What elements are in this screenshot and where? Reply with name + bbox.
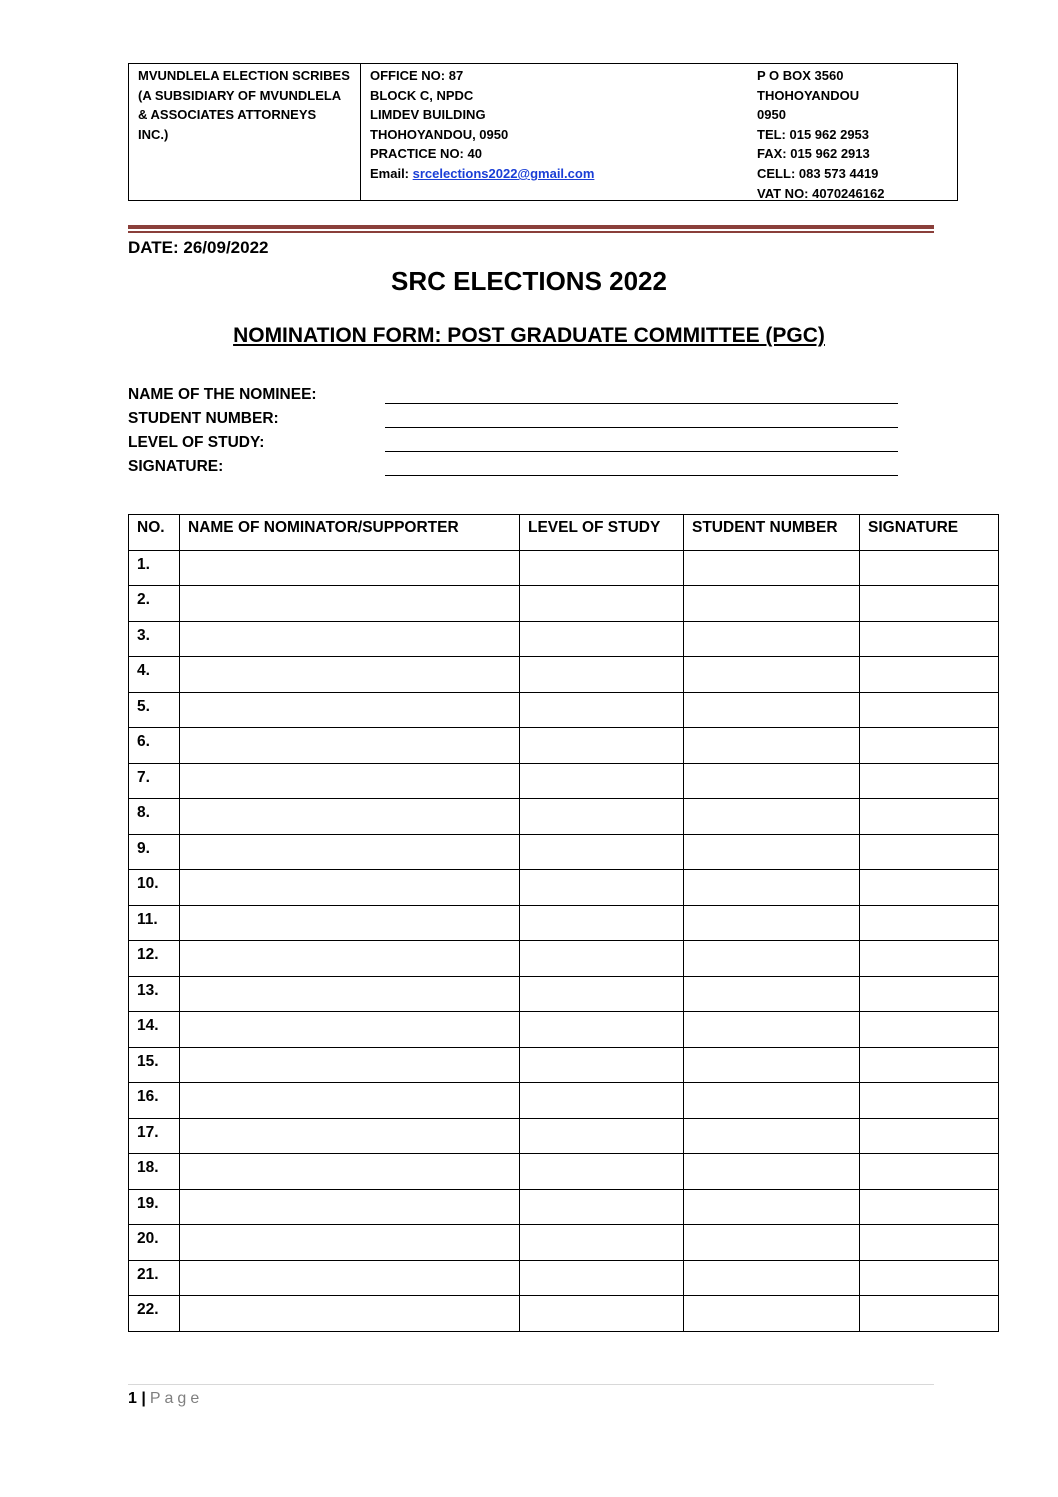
nominator-name-cell[interactable] [180, 834, 520, 870]
header-divider-thin [128, 231, 934, 233]
footer-divider [128, 1384, 934, 1385]
nominee-name-row [128, 384, 898, 408]
table-row [129, 728, 999, 764]
firm-line: MVUNDLELA ELECTION SCRIBES [138, 68, 350, 83]
table-row [129, 550, 999, 586]
nominator-name-cell[interactable] [180, 692, 520, 728]
student-number-cell[interactable] [684, 905, 860, 941]
office-line: BLOCK C, NPDC [370, 87, 474, 103]
nominee-level-row [128, 432, 898, 456]
level-of-study-cell[interactable] [520, 1012, 684, 1048]
nominator-name-cell[interactable] [180, 905, 520, 941]
row-number: 11. [129, 905, 180, 941]
signature-cell[interactable] [860, 905, 999, 941]
nominee-name-label: NAME OF THE NOMINEE: [128, 386, 317, 403]
nominator-name-cell[interactable] [180, 657, 520, 693]
signature-cell[interactable] [860, 976, 999, 1012]
nominee-signature-row [128, 456, 898, 480]
signature-cell[interactable] [860, 586, 999, 622]
nominator-name-cell[interactable] [180, 1296, 520, 1332]
page-footer [128, 1390, 203, 1408]
nominator-name-cell[interactable] [180, 1047, 520, 1083]
row-number: 13. [129, 976, 180, 1012]
form-subtitle: NOMINATION FORM: POST GRADUATE COMMITTEE (PGC) [233, 324, 825, 347]
nominator-name-cell[interactable] [180, 728, 520, 764]
student-number-label: STUDENT NUMBER: [128, 410, 279, 427]
nominator-name-cell[interactable] [180, 586, 520, 622]
row-number: 15. [129, 1047, 180, 1083]
level-of-study-cell[interactable] [520, 1296, 684, 1332]
student-number-cell[interactable] [684, 1225, 860, 1261]
level-of-study-cell[interactable] [520, 586, 684, 622]
document-date: DATE: 26/09/2022 [128, 238, 269, 257]
table-row [129, 1012, 999, 1048]
table-row [129, 1260, 999, 1296]
office-line: THOHOYANDOU, 0950 [370, 126, 509, 142]
student-number-cell[interactable] [684, 586, 860, 622]
signature-cell[interactable] [860, 1012, 999, 1048]
table-row [129, 1083, 999, 1119]
row-number: 17. [129, 1118, 180, 1154]
office-line: OFFICE NO: 87 [370, 68, 464, 83]
contact-line: VAT NO: 4070246162 [757, 185, 885, 201]
student-number-cell[interactable] [684, 870, 860, 906]
level-of-study-field[interactable] [385, 451, 898, 452]
signature-cell[interactable] [860, 870, 999, 906]
table-row [129, 763, 999, 799]
page-word: Page [149, 1390, 204, 1407]
row-number: 1. [129, 550, 180, 586]
table-row [129, 1296, 999, 1332]
nominator-name-cell[interactable] [180, 976, 520, 1012]
signature-cell[interactable] [860, 1083, 999, 1119]
nominator-name-cell[interactable] [180, 1118, 520, 1154]
level-of-study-cell[interactable] [520, 976, 684, 1012]
table-row [129, 1047, 999, 1083]
row-number: 20. [129, 1225, 180, 1261]
signature-cell[interactable] [860, 621, 999, 657]
nominee-section [128, 384, 898, 480]
signature-cell[interactable] [860, 1260, 999, 1296]
nominator-name-cell[interactable] [180, 1083, 520, 1119]
student-number-cell[interactable] [684, 728, 860, 764]
level-of-study-cell[interactable] [520, 834, 684, 870]
table-body [129, 550, 999, 1331]
nominator-name-cell[interactable] [180, 1189, 520, 1225]
signature-cell[interactable] [860, 1296, 999, 1332]
row-number: 4. [129, 657, 180, 693]
student-number-cell[interactable] [684, 1189, 860, 1225]
student-number-cell[interactable] [684, 1154, 860, 1190]
contact-line: THOHOYANDOU [757, 87, 860, 103]
table-row [129, 586, 999, 622]
nominator-name-cell[interactable] [180, 1154, 520, 1190]
signature-cell[interactable] [860, 1118, 999, 1154]
signature-cell[interactable] [860, 692, 999, 728]
row-number: 9. [129, 834, 180, 870]
contact-line: FAX: 015 962 2913 [757, 146, 870, 162]
office-line: LIMDEV BUILDING [370, 107, 486, 123]
level-of-study-cell[interactable] [520, 728, 684, 764]
student-number-cell[interactable] [684, 550, 860, 586]
level-of-study-cell[interactable] [520, 1189, 684, 1225]
student-number-cell[interactable] [684, 1012, 860, 1048]
header-student-number: STUDENT NUMBER [684, 515, 860, 551]
table-row [129, 834, 999, 870]
nominator-name-cell[interactable] [180, 621, 520, 657]
header-signature: SIGNATURE [860, 515, 999, 551]
signature-cell[interactable] [860, 1225, 999, 1261]
header-divider [128, 225, 934, 229]
level-of-study-cell[interactable] [520, 1047, 684, 1083]
student-number-cell[interactable] [684, 763, 860, 799]
nominator-name-cell[interactable] [180, 1225, 520, 1261]
signature-cell[interactable] [860, 1189, 999, 1225]
row-number: 8. [129, 799, 180, 835]
row-number: 10. [129, 870, 180, 906]
table-header-row [129, 515, 999, 551]
row-number: 16. [129, 1083, 180, 1119]
student-number-cell[interactable] [684, 657, 860, 693]
nominator-name-cell[interactable] [180, 1260, 520, 1296]
table-row [129, 692, 999, 728]
student-number-cell[interactable] [684, 621, 860, 657]
signature-cell[interactable] [860, 763, 999, 799]
signature-cell[interactable] [860, 799, 999, 835]
nominator-name-cell[interactable] [180, 763, 520, 799]
letterhead-firm [129, 64, 361, 200]
student-number-cell[interactable] [684, 799, 860, 835]
level-of-study-cell[interactable] [520, 1260, 684, 1296]
signature-cell[interactable] [860, 728, 999, 764]
level-of-study-cell[interactable] [520, 1083, 684, 1119]
table-row [129, 941, 999, 977]
student-number-cell[interactable] [684, 976, 860, 1012]
email-line [370, 164, 749, 184]
level-of-study-cell[interactable] [520, 550, 684, 586]
signature-cell[interactable] [860, 1047, 999, 1083]
nominator-name-cell[interactable] [180, 799, 520, 835]
row-number: 18. [129, 1154, 180, 1190]
nominee-student-number-row [128, 408, 898, 432]
header-nominator-name: NAME OF NOMINATOR/SUPPORTER [180, 515, 520, 551]
email-link[interactable]: srcelections2022@gmail.com [412, 165, 595, 181]
level-of-study-cell[interactable] [520, 763, 684, 799]
level-of-study-cell[interactable] [520, 799, 684, 835]
student-number-cell[interactable] [684, 1296, 860, 1332]
level-of-study-cell[interactable] [520, 657, 684, 693]
contact-line: CELL: 083 573 4419 [757, 165, 879, 181]
firm-line: & ASSOCIATES ATTORNEYS [138, 107, 317, 123]
signature-cell[interactable] [860, 1154, 999, 1190]
signature-field[interactable] [385, 475, 898, 476]
student-number-cell[interactable] [684, 1260, 860, 1296]
level-of-study-cell[interactable] [520, 905, 684, 941]
row-number: 12. [129, 941, 180, 977]
email-label: Email: [370, 165, 413, 181]
table-row [129, 621, 999, 657]
row-number: 5. [129, 692, 180, 728]
header-level-of-study: LEVEL OF STUDY [520, 515, 684, 551]
signature-cell[interactable] [860, 657, 999, 693]
level-of-study-label: LEVEL OF STUDY: [128, 434, 265, 451]
table-row [129, 657, 999, 693]
table-row [129, 870, 999, 906]
office-line: PRACTICE NO: 40 [370, 146, 482, 162]
table-row [129, 1154, 999, 1190]
row-number: 2. [129, 586, 180, 622]
page-number: 1 [128, 1390, 137, 1407]
nominee-name-field[interactable] [385, 403, 898, 404]
nominator-name-cell[interactable] [180, 1012, 520, 1048]
student-number-cell[interactable] [684, 1118, 860, 1154]
contact-line: P O BOX 3560 [757, 68, 844, 83]
level-of-study-cell[interactable] [520, 692, 684, 728]
table-row [129, 799, 999, 835]
footer-separator: | [141, 1390, 146, 1407]
row-number: 14. [129, 1012, 180, 1048]
letterhead-contact [749, 64, 957, 200]
signature-cell[interactable] [860, 550, 999, 586]
nominator-name-cell[interactable] [180, 941, 520, 977]
row-number: 3. [129, 621, 180, 657]
signature-cell[interactable] [860, 834, 999, 870]
firm-line: (A SUBSIDIARY OF MVUNDLELA [138, 87, 342, 103]
student-number-cell[interactable] [684, 834, 860, 870]
table-row [129, 1118, 999, 1154]
level-of-study-cell[interactable] [520, 1154, 684, 1190]
table-row [129, 976, 999, 1012]
nominator-name-cell[interactable] [180, 550, 520, 586]
level-of-study-cell[interactable] [520, 1225, 684, 1261]
contact-line: 0950 [757, 107, 786, 123]
signature-cell[interactable] [860, 941, 999, 977]
document-title: SRC ELECTIONS 2022 [391, 266, 667, 296]
nominators-table [128, 514, 999, 1332]
row-number: 19. [129, 1189, 180, 1225]
firm-line: INC.) [138, 126, 169, 142]
student-number-field[interactable] [385, 427, 898, 428]
row-number: 22. [129, 1296, 180, 1332]
student-number-cell[interactable] [684, 941, 860, 977]
level-of-study-cell[interactable] [520, 1118, 684, 1154]
level-of-study-cell[interactable] [520, 870, 684, 906]
nominator-name-cell[interactable] [180, 870, 520, 906]
level-of-study-cell[interactable] [520, 941, 684, 977]
row-number: 7. [129, 763, 180, 799]
row-number: 21. [129, 1260, 180, 1296]
student-number-cell[interactable] [684, 692, 860, 728]
table-row [129, 905, 999, 941]
level-of-study-cell[interactable] [520, 621, 684, 657]
table-row [129, 1225, 999, 1261]
letterhead-office [361, 64, 749, 200]
student-number-cell[interactable] [684, 1047, 860, 1083]
letterhead-box [128, 63, 958, 201]
header-no: NO. [129, 515, 180, 551]
signature-label: SIGNATURE: [128, 458, 224, 475]
contact-line: TEL: 015 962 2953 [757, 126, 870, 142]
student-number-cell[interactable] [684, 1083, 860, 1119]
row-number: 6. [129, 728, 180, 764]
table-row [129, 1189, 999, 1225]
